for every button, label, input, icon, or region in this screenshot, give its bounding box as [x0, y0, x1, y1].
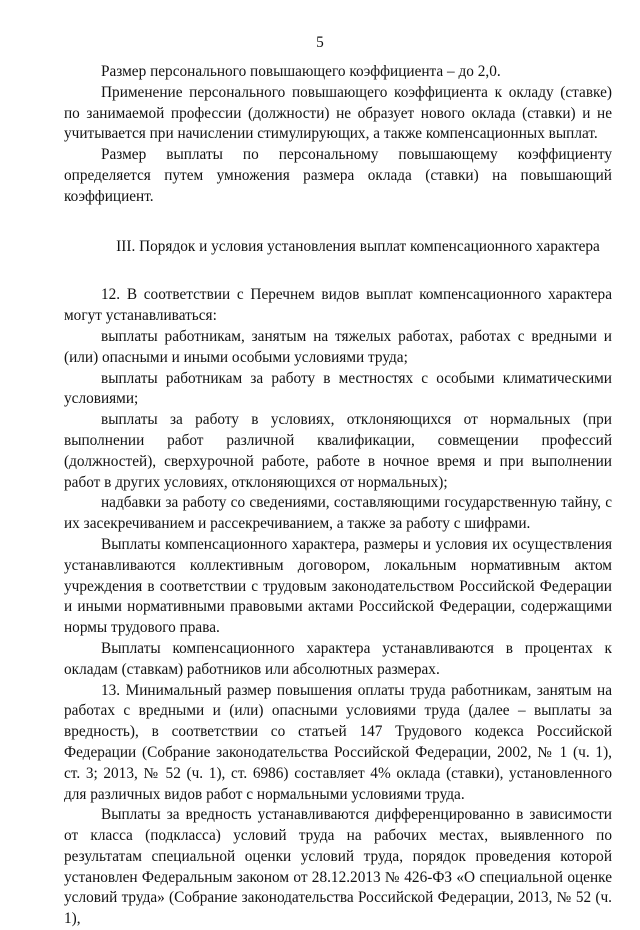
paragraph-hazard-payments: выплаты работникам, занятым на тяжелых работах, работах с вредными и (или) опасными и иными особыми условиями труда; [64, 327, 612, 366]
paragraph-establishment: Выплаты компенсационного характера, размеры и условия их осуществления устанавливаются коллективным договором, локальным нормативным актом учреждения в соответствии с трудовым законодательством Российской Федерации и иными нормативными правовыми актами Российской Федерации, содержащими нормы трудового права. [64, 535, 612, 637]
section-gap [64, 271, 612, 285]
paragraph-item-12: 12. В соответствии с Перечнем видов выплат компенсационного характера могут устанавливаться: [64, 286, 612, 325]
section-gap [64, 208, 612, 222]
page-number: 5 [316, 34, 324, 51]
paragraph-item-13: 13. Минимальный размер повышения оплаты труда работникам, занятым на работах с вредными и (или) опасными условиями труда (далее – выплаты за вредность), в соответствии со статьей 147 Трудового кодекса Российской Федерации (Собрание законодательства Российской Федерации, 2002, № 1 (ч. 1), ст. 3; 2013, № 52 (ч. 1), ст. 6986) составляет 4% оклада (ставки), установленного для различных видов работ с нормальными условиями труда. [64, 681, 612, 803]
paragraph-hazard-differentiation: Выплаты за вредность устанавливаются дифференцированно в зависимости от класса (подкласса) условий труда на рабочих местах, выявленного по результатам специальной оценки условий труда, порядок проведения которой установлен Федеральным законом от 28.12.2013 № 426-ФЗ «О специальной оценке условий труда» (Собрание законодательства Российской Федерации, 2013, № 52 (ч. 1), [64, 806, 612, 928]
paragraph-climate-payments: выплаты работникам за работу в местностях с особыми климатическими условиями; [64, 369, 612, 408]
document-body [64, 62, 612, 930]
paragraph-percentages: Выплаты компенсационного характера устанавливаются в процентах к окладам (ставкам) работников или абсолютных размерах. [64, 639, 612, 678]
paragraph-state-secret: надбавки за работу со сведениями, составляющими государственную тайну, с их засекречиванием и рассекречиванием, а также за работу с шифрами. [64, 494, 612, 533]
paragraph-coefficient-amount: Размер выплаты по персональному повышающему коэффициенту определяется путем умножения размера оклада (ставки) на повышающий коэффициент. [64, 146, 612, 205]
section-heading: III. Порядок и условия установления выплат компенсационного характера [116, 237, 600, 255]
paragraph-abnormal-conditions: выплаты за работу в условиях, отклоняющихся от нормальных (при выполнении работ различной квалификации, совмещении профессий (должностей), сверхурочной работе, работе в ночное время и при выполнении работ в других условиях, отклоняющихся от нормальных); [64, 411, 612, 491]
paragraph-coefficient-limit: Размер персонального повышающего коэффициента – до 2,0. [101, 63, 501, 80]
paragraph-coefficient-application: Применение персонального повышающего коэффициента к окладу (ставке) по занимаемой профессии (должности) не образует нового оклада (ставки) и не учитывается при начислении стимулирующих, а также компенсационных выплат. [64, 83, 612, 143]
